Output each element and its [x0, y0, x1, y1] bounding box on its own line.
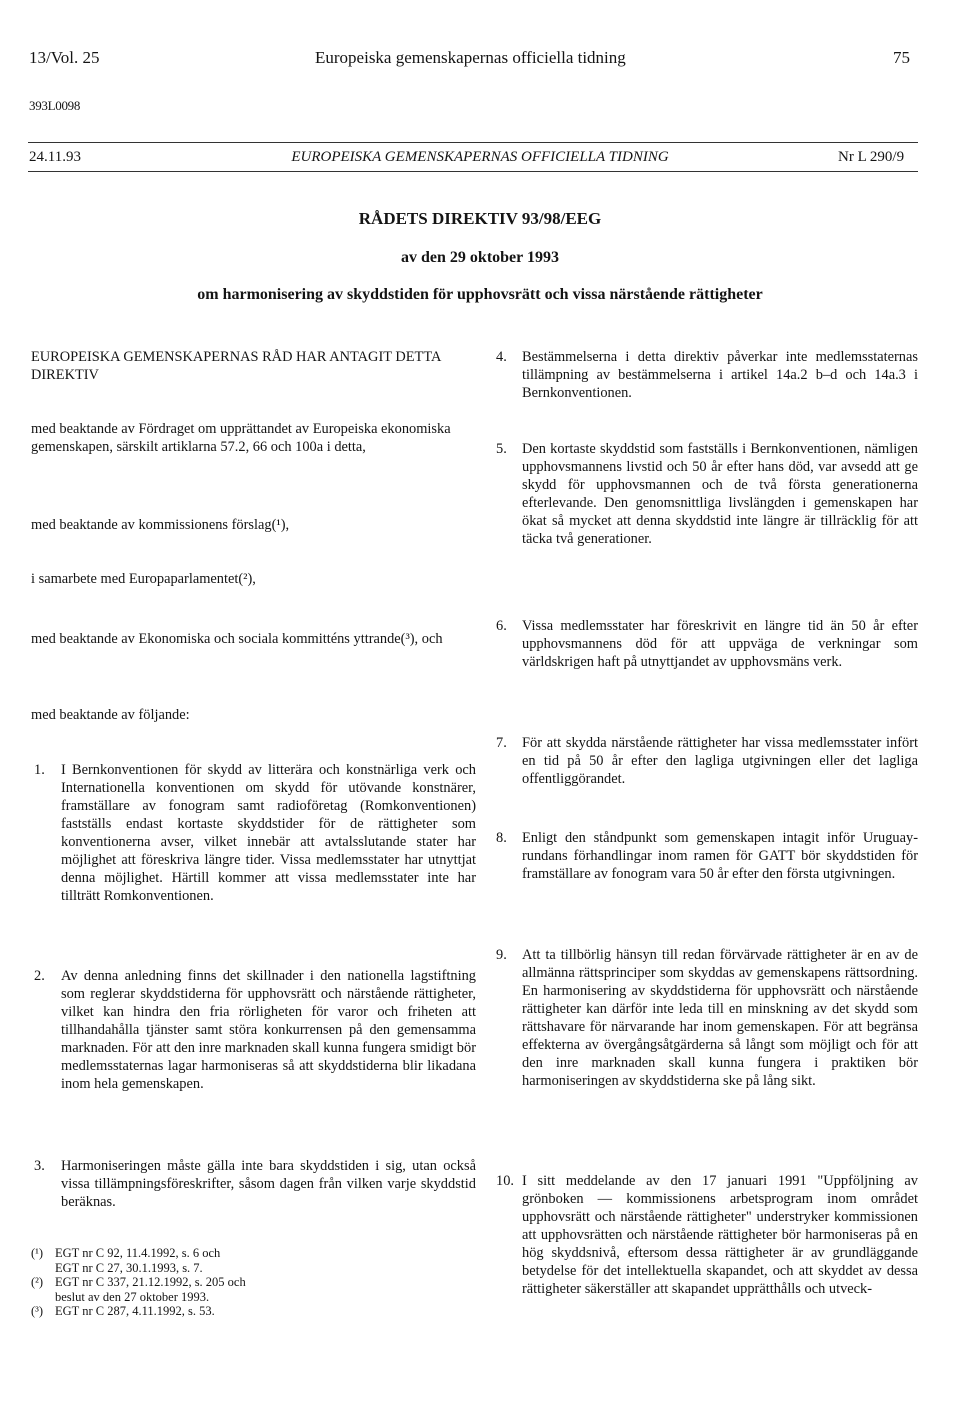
recital-6 [496, 617, 918, 671]
preamble-intro: EUROPEISKA GEMENSKAPERNAS RÅD HAR ANTAGIT DETTA DIREKTIV [31, 349, 441, 383]
footnote-marker: (¹) [31, 1246, 44, 1260]
footnote-line: EGT nr C 92, 11.4.1992, s. 6 och [55, 1246, 221, 1260]
directive-title: RÅDETS DIREKTIV 93/98/EEG [358, 209, 602, 228]
footnote-2 [31, 1275, 331, 1304]
recital-8 [496, 829, 918, 883]
recital-text: I sitt meddelande av den 17 januari 1991 "Uppföljning av grönboken — kommissionens arbetsprogram inom området upphovsrätt och närstående rättigheter" understryker kommissionen att upphovsrätten och närstående rättigheter bör harmoniseras på en hög skyddsnivå, eftersom dessa rättigheter är av grundläggande betydelse för det intellektuella skapandet, och att skyddet av dessa rättigheter säkerställer att skapandet upprätthålls och utveck- [522, 1173, 918, 1297]
recital-number: 5. [496, 441, 507, 457]
citation-parliament: i samarbete med Europaparlamentet(²), [31, 571, 256, 587]
footnote-1 [31, 1246, 331, 1275]
recital-number: 6. [496, 618, 507, 634]
recital-3 [31, 1157, 476, 1211]
footnote-line: EGT nr C 27, 30.1.1993, s. 7. [55, 1260, 203, 1275]
recital-number: 7. [496, 735, 507, 751]
citation-committee: med beaktande av Ekonomiska och sociala kommitténs yttrande(³), och [31, 631, 443, 647]
header-rule-top [28, 142, 918, 143]
footnote-line: EGT nr C 287, 4.11.1992, s. 53. [55, 1304, 215, 1318]
journal-issue: Nr L 290/9 [838, 149, 905, 165]
recital-5 [496, 440, 918, 548]
citation-treaty: med beaktande av Fördraget om upprättandet av Europeiska ekonomiska gemenskapen, särskilt artiklarna 57.2, 66 och 100a i detta, [31, 421, 451, 455]
recital-1 [31, 761, 476, 905]
recital-number: 4. [496, 349, 507, 365]
journal-date: 24.11.93 [29, 149, 81, 165]
journal-name: EUROPEISKA GEMENSKAPERNAS OFFICIELLA TIDNING [291, 149, 669, 165]
header-rule-bottom [28, 171, 918, 172]
recital-text: Vissa medlemsstater har föreskrivit en längre tid än 50 år efter upphovsmannens död för att uppväga de verkningar som världskrigen haft på utnyttjandet av upphovsmäns verk. [522, 618, 918, 670]
recital-number: 2. [34, 968, 45, 984]
footnotes [31, 1246, 331, 1319]
recital-text: Enligt den ståndpunkt som gemenskapen intagit inför Uruguay-rundans förhandlingar inom ramen för GATT bör skyddstiden för framställare av fonogram vara 50 år efter den första utgivningen. [522, 830, 918, 882]
recital-number: 1. [34, 762, 45, 778]
footnote-marker: (³) [31, 1304, 44, 1318]
recital-text: Harmoniseringen måste gälla inte bara skyddstiden i sig, utan också vissa tillämpningsföreskrifter, såsom dagen från vilken varje skyddstid beräknas. [61, 1158, 476, 1210]
footnote-3 [31, 1304, 331, 1319]
footnote-line: EGT nr C 337, 21.12.1992, s. 205 och [55, 1275, 246, 1289]
directive-date: av den 29 oktober 1993 [401, 249, 559, 266]
directive-subject: om harmonisering av skyddstiden för upphovsrätt och vissa närstående rättigheter [197, 286, 763, 303]
running-header-volume: 13/Vol. 25 [29, 48, 100, 67]
citation-commission: med beaktande av kommissionens förslag(¹), [31, 517, 290, 533]
recital-text: För att skydda närstående rättigheter har vissa medlemsstater infört en tid på 50 år efter den lagliga utgivningen eller det lagliga offentliggörandet. [522, 735, 918, 787]
recital-10 [496, 1172, 918, 1298]
recital-7 [496, 734, 918, 788]
recital-text: Av denna anledning finns det skillnader i den nationella lagstiftning som reglerar skyddstiderna för upphovsrätt och närstående rättigheter, vilket kan hindra den fria rörligheten för varor och friheten att tillhandahålla tjänster samt störa konkurrensen på den gemensamma marknaden. För att den inre marknaden skall kunna fungera smidigt bör medlemsstaternas lagar harmoniseras så att skyddstiderna blir likadana inom hela gemenskapen. [61, 968, 476, 1092]
recital-text: Bestämmelserna i detta direktiv påverkar inte medlemsstaternas tillämpning av bestämmelserna i artikel 14a.2 b–d och 14a.3 i Bernkonventionen. [522, 349, 918, 401]
recital-4 [496, 348, 918, 402]
recital-9 [496, 946, 918, 1090]
footnote-marker: (²) [31, 1275, 44, 1289]
document-id: 393L0098 [29, 98, 81, 113]
recital-text: Att ta tillbörlig hänsyn till redan förvärvade rättigheter är en av de allmänna rättsprinciper som skyddas av gemenskapens rättsordning. En harmonisering av skyddstiderna för upphovsrätt och närstående rättigheter kan därför inte leda till en minskning av det skydd som rättshavare för närvarande har inom gemenskapen. För att begränsa effekterna av övergångsåtgärderna så långt som möjligt och för att den inre marknaden skall kunna fungera i praktiken bör harmoniseringen av skyddstiderna ske på lång sikt. [522, 947, 918, 1089]
recital-text: Den kortaste skyddstid som fastställs i Bernkonventionen, nämligen upphovsmannens livstid och 50 år efter hans död, var avsedd att ge skydd för upphovsmannen och de två första generationerna efterlevande. Den genomsnittliga livslängden i gemenskapen har ökat så mycket att denna skyddstid inte längre är tillräcklig för att täcka två generationer. [522, 441, 918, 547]
recital-number: 3. [34, 1158, 45, 1174]
recital-number: 9. [496, 947, 507, 963]
running-header-title: Europeiska gemenskapernas officiella tidning [315, 48, 626, 67]
recital-number: 10. [496, 1173, 514, 1189]
recital-number: 8. [496, 830, 507, 846]
page-number: 75 [893, 48, 910, 67]
citation-whereas: med beaktande av följande: [31, 707, 190, 723]
recital-text: I Bernkonventionen för skydd av litterära och konstnärliga verk och Internationella konventionen om skydd för utövande konstnärer, framställare av fonogram samt radioföretag (Romkonventionen) fastställs endast kortaste skyddstider för de rättigheter som konventionerna avser, vilket innebär att avtalsslutande stater har möjlighet att föreskriva längre tider. Vissa medlemsstater har utnyttjat denna möjlighet. Härtill kommer att vissa medlemsstater inte har tillträtt Romkonventionen. [61, 762, 476, 904]
footnote-line: beslut av den 27 oktober 1993. [55, 1289, 210, 1304]
recital-2 [31, 967, 476, 1093]
